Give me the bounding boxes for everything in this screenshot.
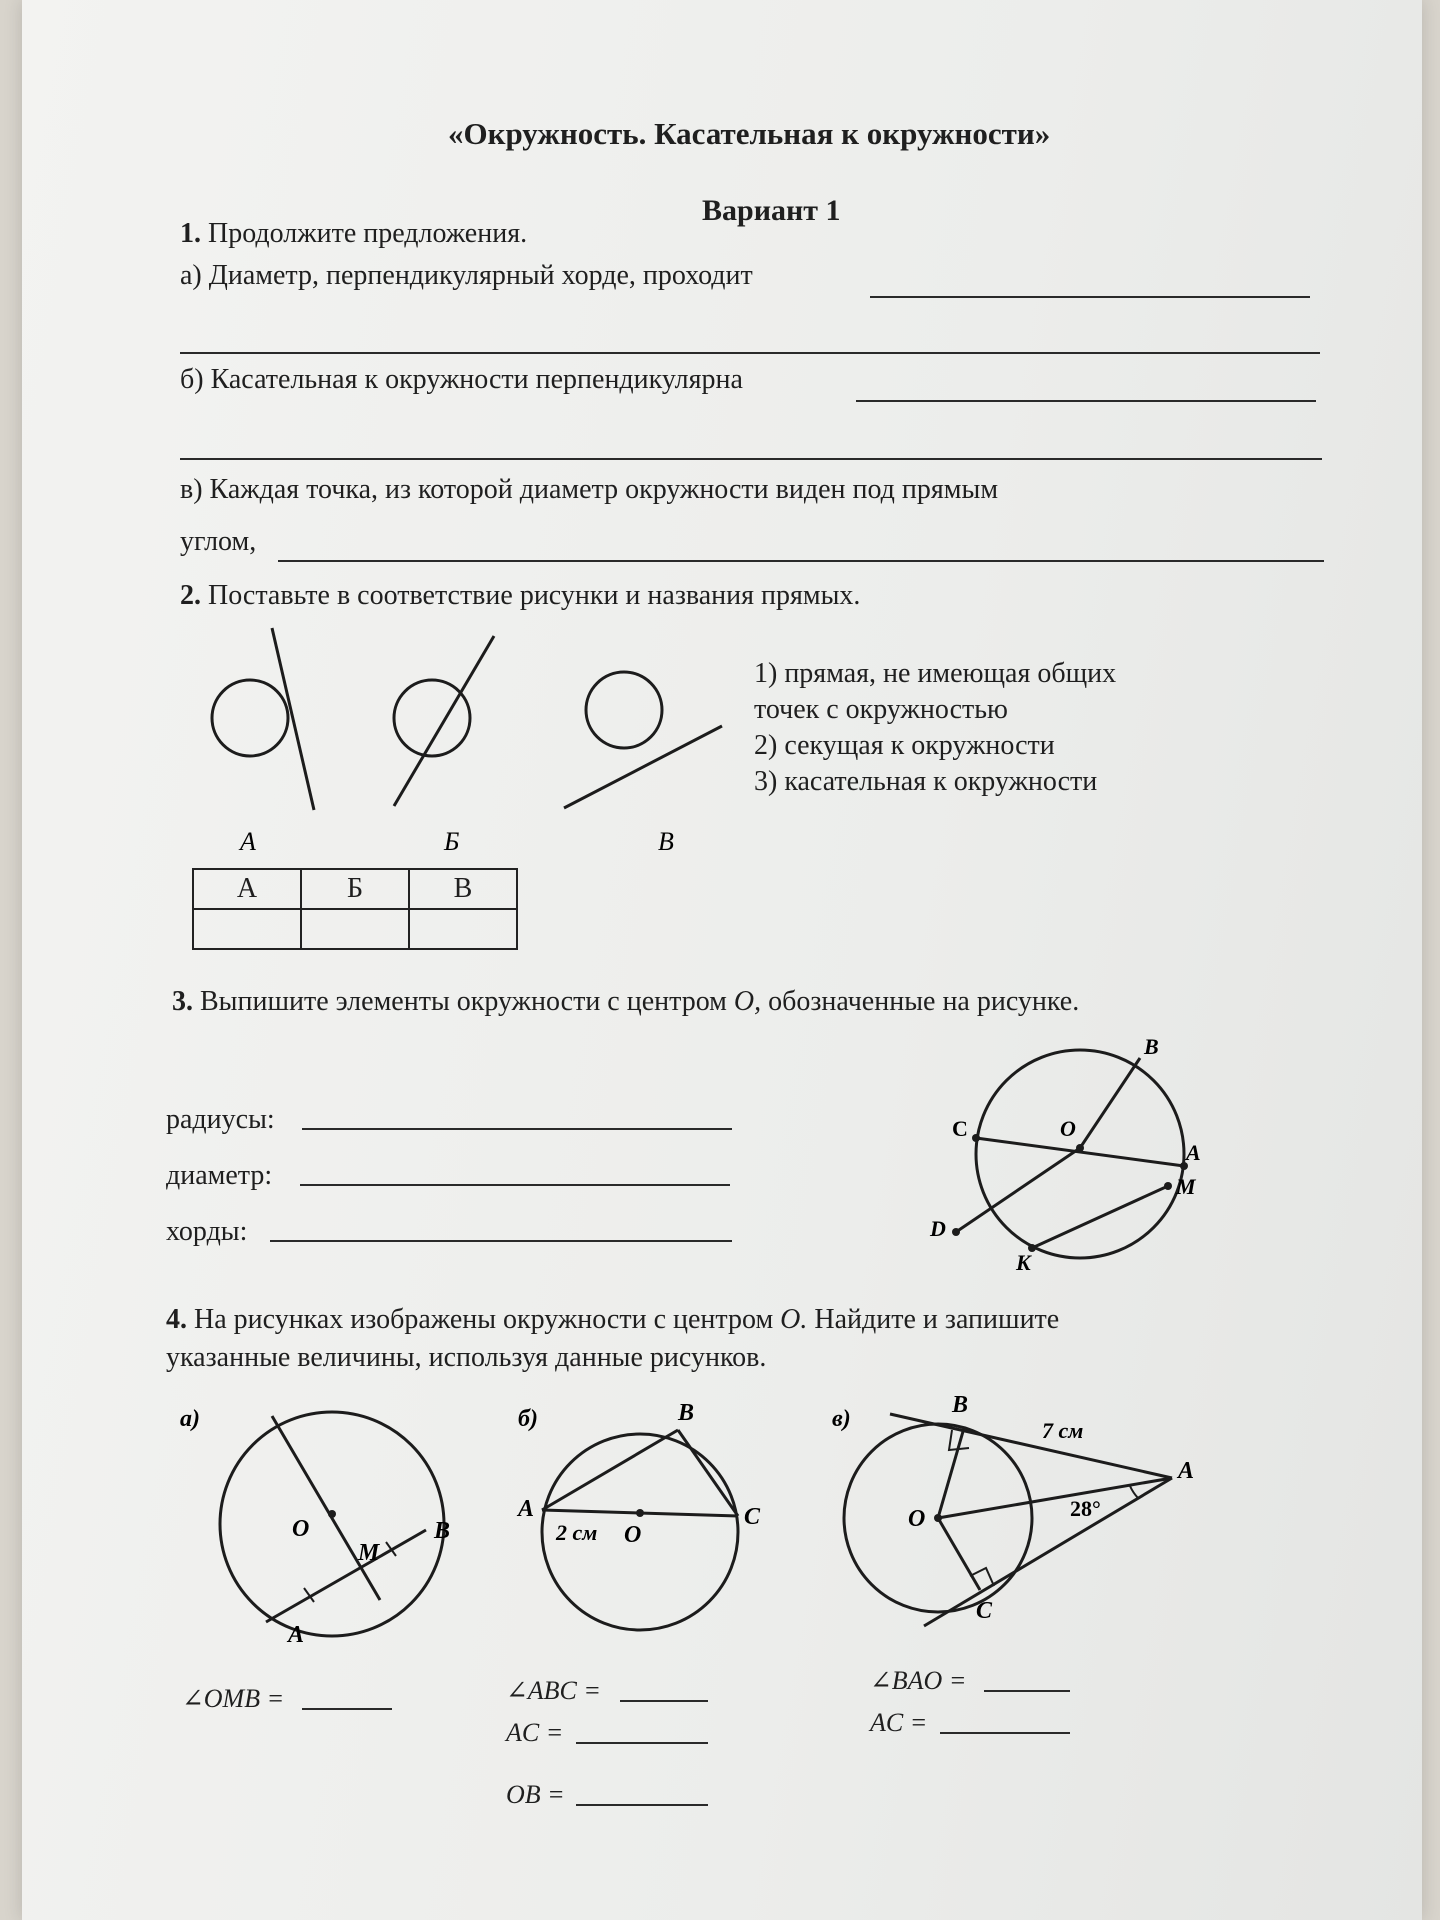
task1-number: 1. xyxy=(180,218,201,249)
task1-b-answer-line[interactable] xyxy=(856,400,1316,402)
fig2b-circle xyxy=(394,680,470,756)
fig4b-label-a: A xyxy=(518,1496,535,1522)
fig4b-label-b: B xyxy=(678,1400,695,1426)
fig4c-label: в) xyxy=(832,1406,851,1432)
fig4a-label: а) xyxy=(180,1406,200,1432)
fig4c-label-a: A xyxy=(1178,1458,1195,1484)
table-header-b: Б xyxy=(301,869,409,909)
task1-c-text-2: углом, xyxy=(180,526,257,557)
fig3-label-b: B xyxy=(1144,1034,1159,1059)
task2-option-1: 1) прямая, не имеющая общих xyxy=(754,658,1117,689)
fig3-label-d: D xyxy=(930,1216,946,1241)
task4-figure-a xyxy=(172,1390,472,1650)
task3-field-radii: радиусы: xyxy=(166,1104,275,1135)
fig4b-label-c: C xyxy=(744,1504,761,1530)
task4-heading-1 xyxy=(166,1306,1059,1334)
fig4b-length-label: 2 см xyxy=(556,1520,598,1545)
fig4c-length-label: 7 см xyxy=(1042,1418,1084,1443)
fig2-label-c: В xyxy=(658,827,674,856)
task1-a-text: а) Диаметр, перпендикулярный хорде, проходит xyxy=(180,260,753,291)
table-answer-c[interactable] xyxy=(409,909,517,949)
task2-answer-table xyxy=(192,868,518,950)
fig4c-tangent-ab xyxy=(890,1414,1172,1478)
task3-diameter-answer-line[interactable] xyxy=(300,1184,730,1186)
task2-option-1b: точек с окружностью xyxy=(754,694,1008,725)
task1-c-text: в) Каждая точка, из которой диаметр окружности виден под прямым xyxy=(180,474,999,505)
fig3-radius-ob xyxy=(1080,1058,1140,1148)
answer-ac-b-line[interactable] xyxy=(576,1742,708,1744)
task3-field-chords: хорды: xyxy=(166,1216,248,1247)
task3-text-var: О, xyxy=(733,986,762,1017)
fig3-line-od xyxy=(956,1148,1080,1232)
fig3-chord-km xyxy=(1032,1186,1168,1248)
task4-text-2: Найдите и запишите xyxy=(807,1304,1060,1335)
task4-number: 4. xyxy=(166,1304,187,1335)
task1-a-answer-line[interactable] xyxy=(870,296,1310,298)
task3-text-1: Выпишите элементы окружности с центром xyxy=(200,986,734,1017)
task4-figure-c xyxy=(812,1386,1232,1646)
fig3-label-k: K xyxy=(1016,1250,1031,1275)
fig4c-label-c: C xyxy=(976,1598,993,1624)
fig2b-secant-line xyxy=(394,636,494,806)
worksheet-title: «Окружность. Касательная к окружности» xyxy=(448,116,1051,151)
task4-figure-b xyxy=(492,1386,782,1650)
fig4a-label-b: B xyxy=(434,1518,451,1544)
table-answer-a[interactable] xyxy=(193,909,301,949)
answer-bao-label: ∠BAO = xyxy=(870,1666,967,1695)
fig4a-label-m: M xyxy=(358,1540,380,1566)
table-answer-b[interactable] xyxy=(301,909,409,949)
fig4c-angle-label: 28° xyxy=(1070,1496,1101,1521)
fig4b-label-o: O xyxy=(624,1522,642,1548)
variant-label: Вариант 1 xyxy=(702,194,841,227)
answer-ac-c-label: AC = xyxy=(870,1708,928,1737)
fig2c-circle xyxy=(586,672,662,748)
answer-ob-label: OB = xyxy=(506,1780,565,1809)
task3-radii-answer-line[interactable] xyxy=(302,1128,732,1130)
task1-heading xyxy=(180,220,527,248)
table-header-c: В xyxy=(409,869,517,909)
answer-omb-label: ∠OMB = xyxy=(182,1684,285,1713)
fig2a-tangent-line xyxy=(272,628,314,810)
task2-figures xyxy=(192,620,752,860)
task3-chords-answer-line[interactable] xyxy=(270,1240,732,1242)
task1-c-answer-line[interactable] xyxy=(278,560,1324,562)
answer-bao-line[interactable] xyxy=(984,1690,1070,1692)
fig4b-label: б) xyxy=(518,1406,538,1432)
answer-ac-c-line[interactable] xyxy=(940,1732,1070,1734)
fig4a-label-o: O xyxy=(292,1516,310,1542)
table-header-a: А xyxy=(193,869,301,909)
fig3-label-c: C xyxy=(952,1116,968,1141)
task3-number: 3. xyxy=(172,986,193,1017)
task2-option-2: 2) секущая к окружности xyxy=(754,730,1055,761)
fig4a-diameter xyxy=(272,1416,380,1600)
fig2c-nonintersecting-line xyxy=(564,726,722,808)
answer-ac-b-label: AC = xyxy=(506,1718,564,1747)
fig3-label-o: O xyxy=(1060,1116,1076,1141)
task1-a-answer-line-2[interactable] xyxy=(180,352,1320,354)
task1-b-text: б) Касательная к окружности перпендикулярна xyxy=(180,364,743,395)
task2-heading xyxy=(180,582,860,610)
fig2-label-a: А xyxy=(240,827,256,856)
task3-text-2: обозначенные на рисунке. xyxy=(761,986,1080,1017)
task2-number: 2. xyxy=(180,580,201,611)
fig4a-circle xyxy=(220,1412,444,1636)
answer-abc-line[interactable] xyxy=(620,1700,708,1702)
worksheet-page xyxy=(22,0,1422,1920)
fig4a-label-a: A xyxy=(288,1622,305,1648)
fig4b-chord-bc xyxy=(678,1430,738,1516)
task4-heading-2: указанные величины, используя данные рисунков. xyxy=(166,1342,767,1373)
task3-figure xyxy=(922,1030,1242,1290)
fig4c-label-b: B xyxy=(952,1392,969,1418)
fig4c-label-o: O xyxy=(908,1506,926,1532)
task1-b-answer-line-2[interactable] xyxy=(180,458,1322,460)
task3-field-diameter: диаметр: xyxy=(166,1160,273,1191)
fig3-label-m: M xyxy=(1176,1174,1196,1199)
task2-text: Поставьте в соответствие рисунки и названия прямых. xyxy=(208,580,861,611)
fig2a-circle xyxy=(212,680,288,756)
task4-text-var: О. xyxy=(780,1304,808,1335)
task2-option-3: 3) касательная к окружности xyxy=(754,766,1098,797)
task4-text-1: На рисунках изображены окружности с центром xyxy=(194,1304,781,1335)
task1-text: Продолжите предложения. xyxy=(208,218,528,249)
fig3-label-a: A xyxy=(1186,1140,1201,1165)
answer-omb-line[interactable] xyxy=(302,1708,392,1710)
task3-heading xyxy=(172,988,1079,1016)
answer-abc-label: ∠ABC = xyxy=(506,1676,601,1705)
answer-ob-line[interactable] xyxy=(576,1804,708,1806)
fig4c-radius-oc xyxy=(938,1518,980,1590)
fig2-label-b: Б xyxy=(444,827,460,856)
